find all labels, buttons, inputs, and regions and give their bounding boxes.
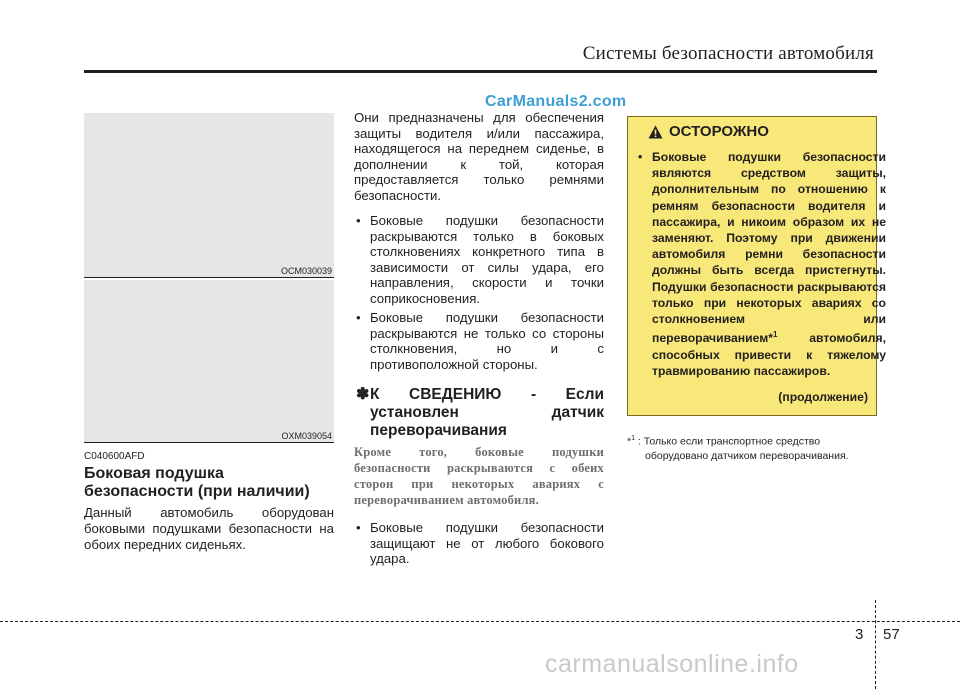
watermark-carmanuals[interactable]: CarManuals2.com (485, 93, 627, 110)
running-header: Системы безопасности автомобиля (582, 43, 874, 64)
footnote-line-1 (627, 432, 877, 449)
footnote-text-1: : Только если транспортное средство (635, 435, 821, 448)
page-divider (875, 600, 876, 689)
list-item (354, 213, 604, 306)
list-item-text: Боковые подушки безопасности защищают не от любого бокового удара. (370, 520, 604, 566)
bullet-dot: • (356, 213, 361, 228)
bullet-dot: • (638, 150, 643, 164)
footnote-text-2: оборудовано датчиком переворачивания. (645, 449, 849, 462)
section-title: Боковая подушка безопасности (при наличии) (84, 465, 310, 500)
list-item-text: Боковые подушки безопасности раскрываются только в боковых столкновениях конкретного типа в зависимости от силы удара, его направления, скорости и точки соприкосновения. (370, 213, 604, 306)
info-heading (354, 386, 604, 440)
footnote-ref: 1 (772, 330, 778, 340)
warning-title (648, 123, 769, 140)
list-item (354, 520, 604, 567)
footnote-sup: 1 (631, 435, 635, 442)
figure-side-airbag-2 (84, 280, 334, 443)
footer-rule (0, 621, 960, 622)
info-body: Кроме того, боковые подушки безопасности раскрываются с обеих сторон при некоторых авариях с переворачиванием автомобиля. (354, 445, 604, 507)
warning-text (636, 149, 886, 379)
footnote-mark: * (627, 435, 632, 448)
bullet-dot: • (356, 310, 361, 325)
section-body: Данный автомобиль оборудован боковыми подушками безопасности на обоих передних сиденьях. (84, 505, 334, 552)
column-2 (354, 110, 604, 567)
page-number: 57 (883, 626, 900, 643)
bullet-dot: • (356, 520, 361, 535)
figure-code: OCM030039 (280, 266, 332, 276)
section-code: C040600AFD (84, 451, 145, 462)
warning-text-part1: Боковые подушки безопасности являются средством защиты, дополнительным по отношению к ремням безопасности водителя и пассажира, и никоим образом их не заменяют. Поэтому при движении автомобиля ремни безопасности должны быть всегда пристегнуты. Подушки безопасности раскрываются только при некоторых авариях со столкновением или переворачиванием* (652, 150, 886, 346)
warning-triangle-icon (648, 125, 663, 139)
asterisk-icon: ✽ (356, 386, 370, 403)
intro-paragraph: Они предназначены для обеспечения защиты водителя и/или пассажира, находящегося на переднем сиденье, в дополнении к той, которая предоставляется только ремнями безопасности. (354, 110, 604, 203)
warning-text-part2: автомобиля, способных привести к тяжелому травмированию пассажиров. (652, 331, 886, 378)
continued-label: (продолжение) (778, 390, 868, 404)
figure-underline (84, 277, 334, 278)
footnote (627, 432, 877, 463)
header-rule (84, 70, 877, 73)
figure-underline (84, 442, 334, 443)
warning-title-text: ОСТОРОЖНО (669, 123, 769, 140)
figure-code: OXM039054 (281, 431, 332, 441)
info-title: К СВЕДЕНИЮ - Если установлен датчик переворачивания (370, 386, 604, 439)
warning-box (627, 116, 886, 416)
list-item-text: Боковые подушки безопасности раскрываются не только со стороны столкновения, но и с противоположной стороны. (370, 310, 604, 372)
chapter-number: 3 (855, 626, 864, 643)
list-item (354, 310, 604, 372)
watermark-carmanualsonline[interactable]: carmanualsonline.info (545, 650, 799, 678)
figure-side-airbag-1 (84, 113, 334, 278)
